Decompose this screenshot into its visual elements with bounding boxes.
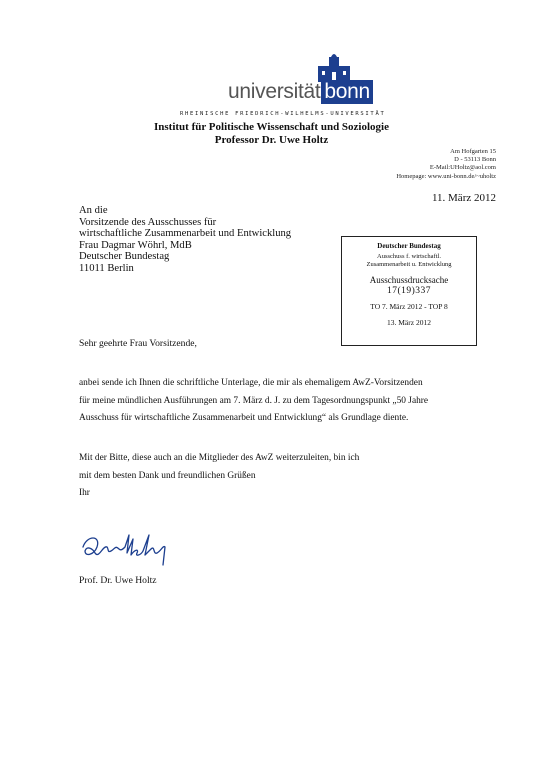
signature-name: Prof. Dr. Uwe Holtz	[79, 575, 157, 586]
university-building-logo	[318, 52, 350, 82]
address-line: Deutscher Bundestag	[79, 251, 170, 263]
institute-name: Institut für Politische Wissenschaft und Soziologie	[153, 121, 389, 133]
body-line: Mit der Bitte, diese auch an die Mitglieder des AwZ weiterzuleiten, bin ich	[79, 453, 360, 463]
contact-email[interactable]: E-Mail:UHoltz@aol.com	[429, 164, 496, 172]
body-line: mit dem besten Dank und freundlichen Grüßen	[79, 470, 256, 481]
stamp-title: Deutscher Bundestag	[377, 242, 441, 250]
address-line: wirtschaftliche Zusammenarbeit und Entwicklung	[79, 228, 292, 240]
address-line: An die	[79, 205, 108, 216]
letterhead-heading	[0, 121, 543, 147]
stamp-label: Ausschussdrucksache	[369, 275, 449, 285]
university-full-name: RHEINISCHE FRIEDRICH-WILHELMS-UNIVERSITÄT	[180, 111, 386, 117]
contact-city: D - 53113 Bonn	[454, 156, 496, 164]
logo-word: universität	[228, 80, 321, 103]
body-line: anbei sende ich Ihnen die schriftliche Unterlage, die mir als ehemaligem AwZ-Vorsitzenden	[79, 378, 423, 388]
address-line: Vorsitzende des Ausschusses für	[79, 216, 217, 228]
body-line: für meine mündlichen Ausführungen am 7. März d. J. zu dem Tagesordnungspunkt „50 Jahre	[79, 395, 429, 406]
stamp-agenda: TO 7. März 2012 - TOP 8	[370, 302, 448, 311]
stamp-date: 13. März 2012	[387, 318, 431, 327]
recipient-address	[79, 205, 291, 275]
body-line: Ihr	[79, 488, 90, 498]
stamp-committee	[342, 253, 476, 269]
bundestag-stamp	[341, 236, 477, 346]
contact-street: Am Hofgarten 15	[450, 148, 496, 155]
contact-homepage[interactable]: Homepage: www.uni-bonn.de/~uholtz	[396, 172, 496, 180]
contact-block	[396, 148, 496, 181]
university-logo	[228, 80, 373, 104]
stamp-committee-line: Zusammenarbeit u. Entwicklung	[366, 261, 452, 268]
letter-date: 11. März 2012	[431, 192, 496, 204]
professor-name: Professor Dr. Uwe Holtz	[214, 134, 329, 146]
body-paragraph-2	[79, 450, 499, 503]
handwritten-signature	[79, 525, 179, 567]
body-line: Ausschuss für wirtschaftliche Zusammenarbeit und Entwicklung“ als Grundlage diente.	[79, 413, 409, 423]
salutation: Sehr geehrte Frau Vorsitzende,	[79, 338, 197, 349]
stamp-committee-line: Ausschuss f. wirtschaftl.	[377, 253, 441, 260]
address-line: 11011 Berlin	[79, 262, 134, 274]
body-paragraph-1	[79, 375, 499, 428]
address-line: Frau Dagmar Wöhrl, MdB	[79, 239, 192, 251]
logo-bonn: bonn	[321, 80, 373, 104]
stamp-number: 17(19)337	[386, 286, 432, 296]
